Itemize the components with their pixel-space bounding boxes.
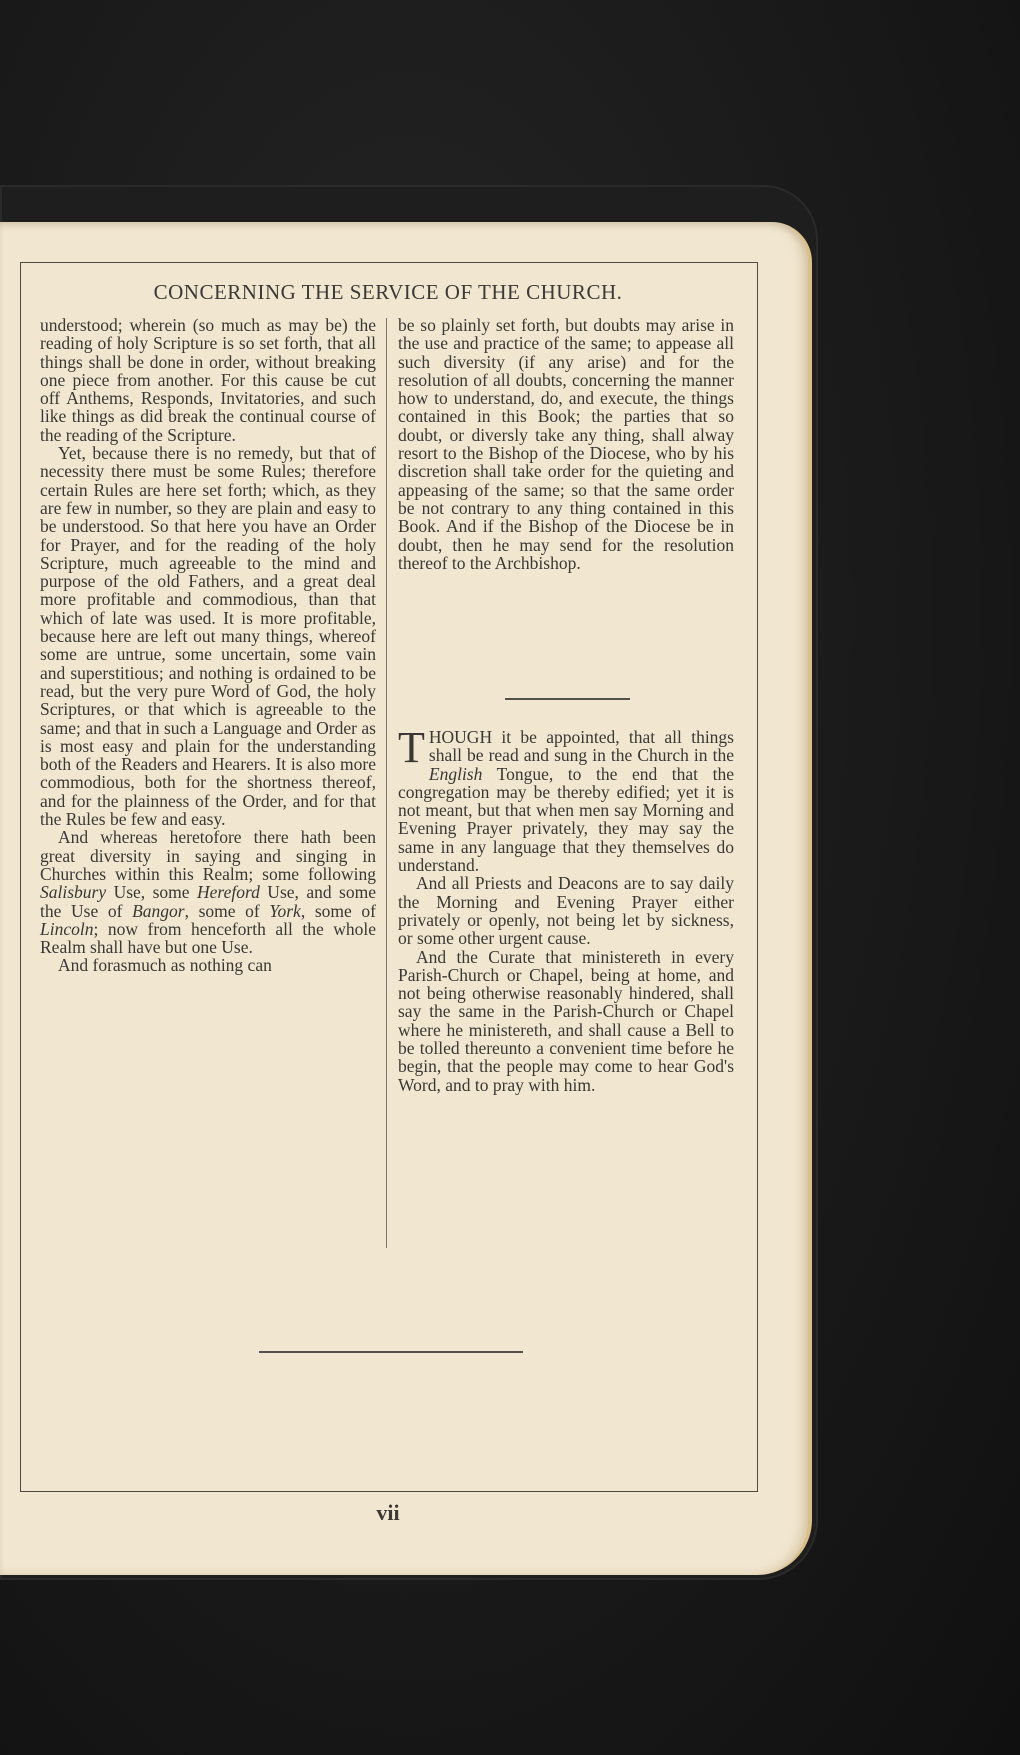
right-paragraph-4: And the Curate that ministereth in every Parish-Church or Chapel, being at home, and not being otherwise reasonably hindered, shall say the same in the Parish-Church or Chapel where he ministereth, and shall cause a Bell to be tolled thereunto a convenient time before he begin, that the people may come to hear God's Word, and to pray with him. [398,946,734,1095]
column-divider [386,318,387,1248]
place-hereford: Hereford [197,882,260,903]
right-column-bottom [398,723,734,1095]
place-york: York [269,900,301,921]
right-paragraph-1: be so plainly set forth, but doubts may arise in the use and practice of the same; to appease all such diversity (if any arise) and for the resolution of all doubts, concerning the manner how to understand, do, and execute, the things contained in this Book; the parties that so doubt, or diversly take any thing, shall alway resort to the Bishop of the Diocese, who by his discretion shall take order for the quieting and appeasing of the same; so that the same order be not contrary to any thing contained in this Book. And if the Bishop of the Diocese be in doubt, then he may send for the resolution thereof to the Archbishop. [398,315,734,573]
place-bangor: Bangor [132,900,185,921]
end-rule [259,1351,523,1353]
left-column [40,316,376,975]
place-lincoln: Lincoln [40,918,94,939]
left-paragraph-3: And whereas heretofore there hath been great diversity in saying and singing in Churches within this Realm; some following Salisbury Use, some Hereford Use, and some the Use of Bangor, some of York, some of Lincoln; now from henceforth all the whole Realm shall have but one Use. [40,827,376,958]
left-paragraph-4: And forasmuch as nothing can [58,955,272,976]
running-head: CONCERNING THE SERVICE OF THE CHURCH. [153,280,623,304]
drop-cap: T [398,723,425,772]
left-paragraph-2: Yet, because there is no remedy, but that of necessity there must be some Rules; therefore certain Rules are here set forth; which, as they are few in number, so they are plain and easy to be understood. So that here you have an Order for Prayer, and for the reading of the holy Scripture, much agreeable to the mind and purpose of the old Fathers, and a great deal more profitable and commodious, than that which of late was used. It is more profitable, because here are left out many things, whereof some are untrue, some uncertain, some vain and superstitious; and nothing is ordained to be read, but the very pure Word of God, the holy Scriptures, or that which is agreeable to the same; and that in such a Language and Order as is most easy and plain for the understanding both of the Readers and Hearers. It is also more commodious, both for the shortness thereof, and for the plainness of the Order, and for that the Rules be few and easy. [40,443,376,830]
section-rule [505,698,630,700]
right-paragraph-3: And all Priests and Deacons are to say daily the Morning and Evening Prayer either privately or openly, not being let by sickness, or some other urgent cause. [398,873,734,949]
page-number: vii [376,1500,400,1525]
right-column-top [398,316,734,572]
right-paragraph-2: THOUGH it be appointed, that all things shall be read and sung in the Church in the English Tongue, to the end that the congregation may be thereby edified; yet it is not meant, but that when men say Morning and Evening Prayer privately, they may say the same in any language that they themselves do understand. [398,723,734,876]
left-paragraph-1: understood; wherein (so much as may be) the reading of holy Scripture is so set forth, that all things shall be done in order, without breaking one piece from another. For this cause be cut off Anthems, Responds, Invitatories, and such like things as did break the continual course of the reading of the Scripture. [40,315,376,445]
place-salisbury: Salisbury [40,882,107,903]
word-english: English [428,763,483,784]
